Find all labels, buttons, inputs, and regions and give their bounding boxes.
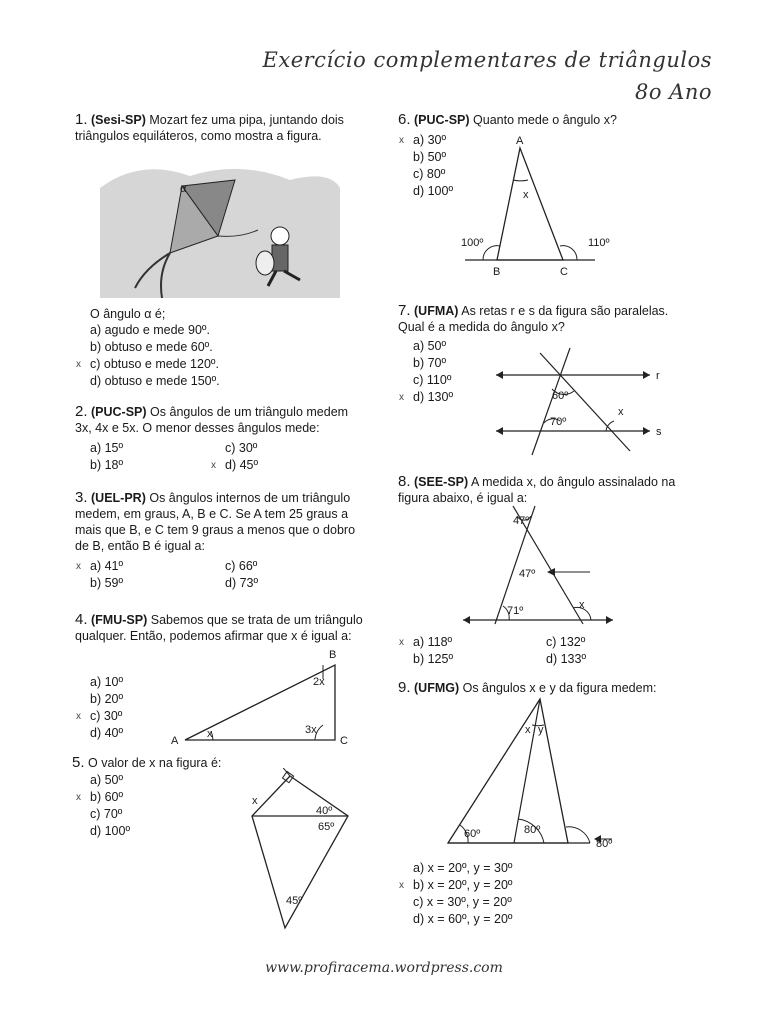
option-1a[interactable]: a) agudo e mede 90º. xyxy=(90,323,210,337)
answer-mark: x xyxy=(76,561,81,572)
svg-text:60º: 60º xyxy=(464,828,481,840)
option-6a[interactable]: x a) 30º xyxy=(399,133,447,147)
svg-text:x: x xyxy=(252,795,258,807)
answer-mark: x xyxy=(211,460,216,471)
option-8c[interactable]: c) 132º xyxy=(546,635,586,649)
question-7-options xyxy=(399,338,493,406)
question-7: 7. (UFMA) As retas r e s da figura são paralelas. Qual é a medida do ângulo x? xyxy=(398,302,669,334)
kite-figure xyxy=(100,158,340,298)
svg-text:B: B xyxy=(493,266,501,278)
option-7a[interactable]: a) 50º xyxy=(413,339,447,353)
worksheet-title: Exercício complementares de triângulos xyxy=(262,48,712,72)
option-6d[interactable]: d) 100º xyxy=(413,184,454,198)
option-8d[interactable]: d) 133º xyxy=(546,652,587,666)
question-5-options xyxy=(76,772,170,840)
svg-text:40º: 40º xyxy=(316,805,333,817)
option-5b[interactable]: x b) 60º xyxy=(76,790,124,804)
option-9d[interactable]: d) x = 60º, y = 20º xyxy=(413,912,513,926)
svg-text:C: C xyxy=(340,735,348,747)
option-9a[interactable]: a) x = 20º, y = 30º xyxy=(413,861,513,875)
option-1c[interactable]: x c) obtuso e mede 120º. xyxy=(76,357,219,371)
answer-mark: x xyxy=(76,359,81,370)
svg-text:r: r xyxy=(656,370,660,382)
answer-mark: x xyxy=(76,792,81,803)
svg-text:B: B xyxy=(329,649,337,661)
question-1-options: O ângulo α é; a) agudo e mede 90º. b) obtuso e mede 60º. x c) obtuso e mede 120º. d) obtuso e mede 150º. xyxy=(90,306,370,390)
svg-text:71º: 71º xyxy=(507,605,524,617)
kite-quad-figure xyxy=(240,768,360,933)
question-3: 3. (UEL-PR) Os ângulos internos de um triângulo medem, em graus, A, B e C. Se A tem 25 graus a mais que B, e C tem 9 graus a menos que o dobro de B, então B é igual a: x a) 41º c) 66º b) 59º d) 73º xyxy=(75,489,356,590)
option-5c[interactable]: c) 70º xyxy=(90,807,123,821)
triangle-abc-figure xyxy=(165,645,355,750)
svg-text:A: A xyxy=(171,735,179,747)
triangle-exterior-figure xyxy=(455,132,615,280)
option-4a[interactable]: a) 10º xyxy=(90,675,124,689)
option-8b[interactable]: b) 125º xyxy=(413,652,454,666)
footer-url: www.profiracema.wordpress.com xyxy=(265,960,503,976)
question-2: 2. (PUC-SP) Os ângulos de um triângulo medem 3x, 4x e 5x. O menor desses ângulos mede: a) 15º c) 30º b) 18º x d) 45º xyxy=(75,403,349,472)
question-6: 6. (PUC-SP) Quanto mede o ângulo x? xyxy=(398,111,617,128)
triangle-xy-figure xyxy=(440,695,630,850)
option-2d[interactable]: x d) 45º xyxy=(211,458,259,472)
question-5: 5. O valor de x na figura é: xyxy=(72,754,222,771)
question-1 xyxy=(75,112,365,144)
option-7c[interactable]: c) 110º xyxy=(413,373,452,387)
option-1b[interactable]: b) obtuso e mede 60º. xyxy=(90,340,213,354)
question-9: 9. (UFMG) Os ângulos x e y da figura medem: xyxy=(398,679,657,696)
option-4c[interactable]: x c) 30º xyxy=(76,709,123,723)
svg-text:80º: 80º xyxy=(596,838,613,850)
svg-text:80º: 80º xyxy=(524,824,541,836)
answer-mark: x xyxy=(399,637,404,648)
svg-text:47º: 47º xyxy=(519,568,536,580)
svg-text:A: A xyxy=(516,135,524,147)
option-4d[interactable]: d) 40º xyxy=(90,726,124,740)
svg-text:x: x xyxy=(525,724,531,736)
option-6b[interactable]: b) 50º xyxy=(413,150,447,164)
option-2c[interactable]: c) 30º xyxy=(225,441,258,455)
question-8-options xyxy=(399,634,673,668)
option-7d[interactable]: x d) 130º xyxy=(399,390,454,404)
question-1-stem: 1. (Sesi-SP) Mozart fez uma pipa, juntando dois triângulos equiláteros, como mostra a figura. xyxy=(75,111,344,143)
option-5a[interactable]: a) 50º xyxy=(90,773,124,787)
option-8a[interactable]: x a) 118º xyxy=(399,635,453,649)
svg-text:x: x xyxy=(618,406,624,418)
crossed-lines-figure xyxy=(455,502,625,627)
answer-mark: x xyxy=(76,711,81,722)
parallel-lines-figure xyxy=(490,343,670,463)
worksheet-grade: 8o Ano xyxy=(634,80,712,104)
svg-text:3x: 3x xyxy=(305,724,317,736)
svg-text:C: C xyxy=(560,266,568,278)
option-5d[interactable]: d) 100º xyxy=(90,824,131,838)
option-1d[interactable]: d) obtuso e mede 150º. xyxy=(90,374,220,388)
answer-mark: x xyxy=(399,135,404,146)
svg-text:x: x xyxy=(523,189,529,201)
option-6c[interactable]: c) 80º xyxy=(413,167,446,181)
question-9-options xyxy=(399,860,663,928)
question-8: 8. (SEE-SP) A medida x, do ângulo assinalado na figura abaixo, é igual a: xyxy=(398,473,676,505)
option-3b[interactable]: b) 59º xyxy=(90,576,124,590)
svg-text:65º: 65º xyxy=(318,821,335,833)
svg-text:45º: 45º xyxy=(286,895,303,907)
svg-text:60º: 60º xyxy=(552,390,569,402)
answer-mark: x xyxy=(399,392,404,403)
svg-text:70º: 70º xyxy=(550,416,567,428)
option-2b[interactable]: b) 18º xyxy=(90,458,124,472)
svg-text:47º: 47º xyxy=(513,515,530,527)
svg-text:x: x xyxy=(207,728,213,740)
option-3c[interactable]: c) 66º xyxy=(225,559,258,573)
svg-text:y: y xyxy=(538,724,544,736)
svg-text:s: s xyxy=(656,426,662,438)
option-3d[interactable]: d) 73º xyxy=(225,576,259,590)
svg-text:x: x xyxy=(579,599,585,611)
option-4b[interactable]: b) 20º xyxy=(90,692,124,706)
option-7b[interactable]: b) 70º xyxy=(413,356,447,370)
alpha-label: α xyxy=(180,183,187,195)
option-3a[interactable]: x a) 41º xyxy=(76,559,124,573)
option-9b[interactable]: x b) x = 20º, y = 20º xyxy=(399,878,513,892)
option-2a[interactable]: a) 15º xyxy=(90,441,124,455)
question-4: 4. (FMU-SP) Sabemos que se trata de um triângulo qualquer. Então, podemos afirmar que x é igual a: xyxy=(75,611,363,643)
answer-mark: x xyxy=(399,880,404,891)
svg-text:100º: 100º xyxy=(461,237,484,249)
svg-text:110º: 110º xyxy=(588,237,610,249)
svg-text:2x: 2x xyxy=(313,676,325,688)
option-9c[interactable]: c) x = 30º, y = 20º xyxy=(413,895,512,909)
